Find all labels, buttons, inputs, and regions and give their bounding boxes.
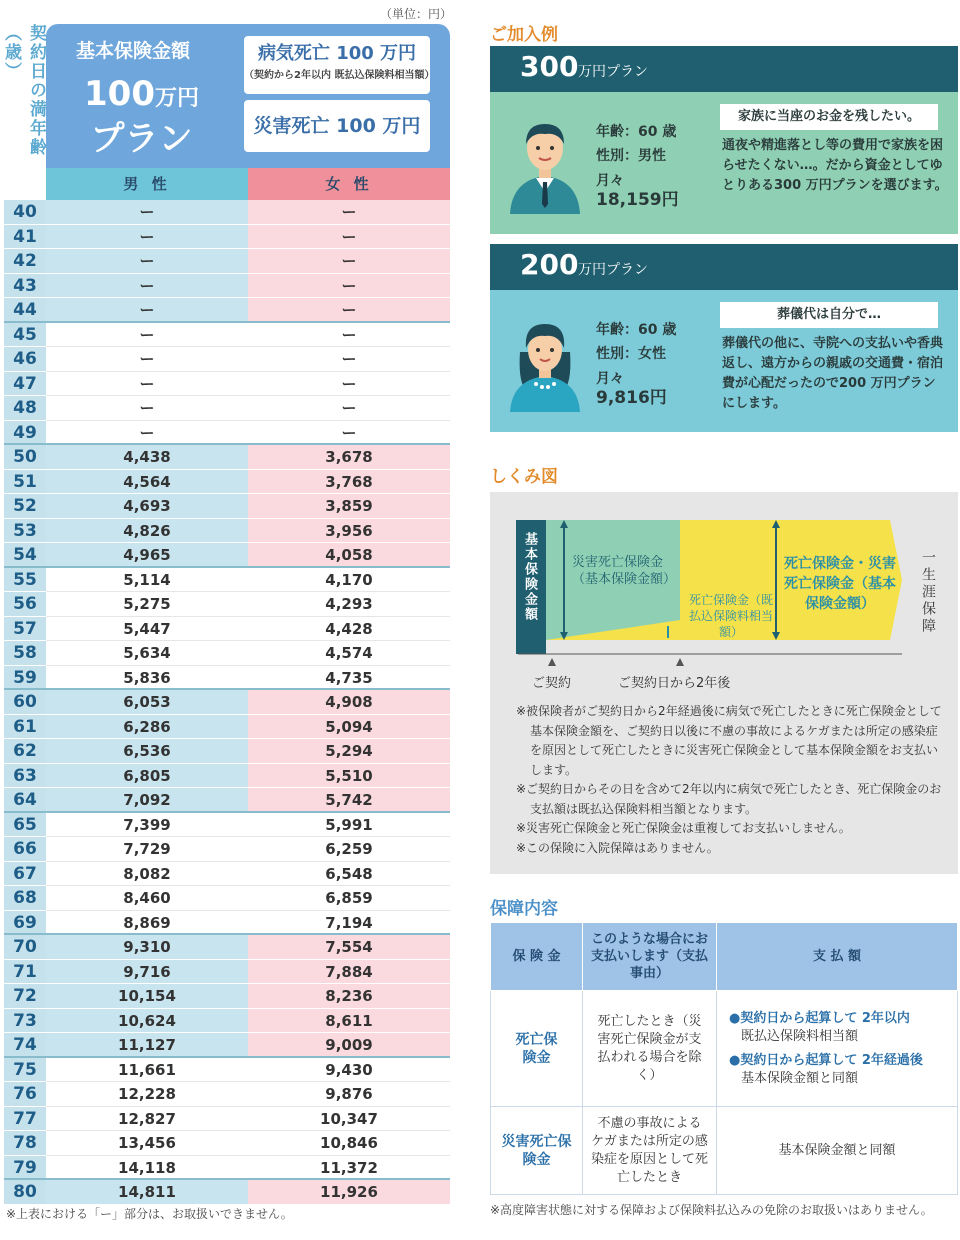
- age-cell: 73: [4, 1009, 46, 1034]
- table-row: [4, 911, 450, 936]
- female-premium-cell: 7,884: [248, 960, 450, 985]
- age-cell: 77: [4, 1107, 46, 1132]
- table-row: [4, 984, 450, 1009]
- male-premium-cell: 5,836: [46, 666, 248, 691]
- female-premium-cell: 10,347: [248, 1107, 450, 1132]
- female-premium-cell: 6,259: [248, 837, 450, 862]
- age-cell: 68: [4, 886, 46, 911]
- female-premium-cell: 11,926: [248, 1180, 450, 1205]
- scheme-title: しくみ図: [490, 467, 558, 487]
- table-row: [4, 1156, 450, 1181]
- table-row: [4, 1009, 450, 1034]
- female-premium-cell: 4,058: [248, 543, 450, 568]
- male-premium-cell: 4,693: [46, 494, 248, 519]
- age-cell: 49: [4, 421, 46, 446]
- death-small-label: 死亡保険金（既払込保険料相当額）: [688, 593, 773, 639]
- age-cell: 70: [4, 935, 46, 960]
- age-cell: 75: [4, 1058, 46, 1083]
- female-premium-cell: ー: [248, 372, 450, 397]
- coverage-footnote: ※高度障害状態に対する保障および保険料払込みの免除のお取扱いはありません。: [490, 1203, 933, 1217]
- example-300-text: 通夜や精進落とし等の費用で家族を困らせたくない…。だから資金としてゆとりある300 万円プランを選びます。: [722, 138, 948, 193]
- scheme-note: ※災害死亡保険金と死亡保険金は重複してお支払いしません。: [516, 821, 851, 835]
- age-cell: 41: [4, 225, 46, 250]
- male-premium-cell: 14,118: [46, 1156, 248, 1181]
- female-premium-cell: 8,236: [248, 984, 450, 1009]
- example-300-headline: 家族に当座のお金を残したい。: [720, 104, 938, 130]
- male-premium-cell: ー: [46, 323, 248, 348]
- female-premium-cell: 5,742: [248, 788, 450, 813]
- male-premium-cell: 4,826: [46, 519, 248, 544]
- female-premium-cell: ー: [248, 298, 450, 323]
- age-cell: 51: [4, 470, 46, 495]
- female-premium-cell: ー: [248, 274, 450, 299]
- table-row: [4, 666, 450, 691]
- example-200-header: 200 万円プラン: [490, 244, 958, 290]
- table-row: [4, 1058, 450, 1083]
- example-200-headline: 葬儀代は自分で…: [720, 302, 938, 328]
- male-premium-cell: 5,634: [46, 641, 248, 666]
- table-row: [4, 1107, 450, 1132]
- age-cell: 67: [4, 862, 46, 887]
- male-premium-cell: 6,805: [46, 764, 248, 789]
- female-premium-cell: 9,430: [248, 1058, 450, 1083]
- age-cell: 80: [4, 1180, 46, 1205]
- table-row: [4, 249, 450, 274]
- age-cell: 48: [4, 396, 46, 421]
- table-row: [4, 421, 450, 446]
- age-cell: 57: [4, 617, 46, 642]
- accident-death-box: 災害死亡 100 万円: [244, 100, 430, 152]
- male-premium-cell: 7,092: [46, 788, 248, 813]
- scheme-notes: [516, 702, 946, 858]
- age-cell: 40: [4, 200, 46, 225]
- table-row: [4, 298, 450, 323]
- illness-death-box: 病気死亡 100 万円 （契約から2年以内 既払込保険料相当額）: [244, 36, 430, 94]
- table-row: [4, 641, 450, 666]
- female-premium-cell: ー: [248, 347, 450, 372]
- male-premium-cell: 7,729: [46, 837, 248, 862]
- table-row: [4, 494, 450, 519]
- female-premium-cell: 11,372: [248, 1156, 450, 1181]
- male-header: 男 性: [46, 168, 248, 200]
- male-premium-cell: 4,965: [46, 543, 248, 568]
- female-premium-cell: 9,876: [248, 1082, 450, 1107]
- female-premium-cell: 3,956: [248, 519, 450, 544]
- male-premium-cell: 8,082: [46, 862, 248, 887]
- col-benefit: 保 険 金: [491, 923, 583, 991]
- male-premium-cell: ー: [46, 274, 248, 299]
- age-cell: 69: [4, 911, 46, 936]
- age-cell: 47: [4, 372, 46, 397]
- female-premium-cell: ー: [248, 249, 450, 274]
- examples-title: ご加入例: [490, 25, 558, 45]
- male-premium-cell: 11,127: [46, 1033, 248, 1058]
- death-big-label: 死亡保険金・災害死亡保険金（基本保険金額）: [784, 556, 896, 612]
- table-row: [4, 715, 450, 740]
- table-row: [4, 617, 450, 642]
- age-cell: 52: [4, 494, 46, 519]
- female-premium-cell: 3,859: [248, 494, 450, 519]
- female-premium-cell: 4,428: [248, 617, 450, 642]
- table-row: [4, 372, 450, 397]
- age-cell: 59: [4, 666, 46, 691]
- scheme-note: ※この保険に入院保障はありません。: [516, 840, 719, 855]
- table-row: [4, 935, 450, 960]
- example-200-body: [490, 290, 958, 432]
- example-300-header: 300 万円プラン: [490, 46, 958, 92]
- female-premium-cell: 7,194: [248, 911, 450, 936]
- female-premium-cell: ー: [248, 225, 450, 250]
- female-premium-cell: 10,846: [248, 1131, 450, 1156]
- female-header: 女 性: [248, 168, 450, 200]
- side-label: 基本保険金額: [522, 532, 537, 622]
- age-cell: 65: [4, 813, 46, 838]
- age-cell: 79: [4, 1156, 46, 1181]
- male-premium-cell: 9,716: [46, 960, 248, 985]
- premium-table: [4, 200, 450, 1205]
- table-row: [4, 274, 450, 299]
- table-row: [4, 813, 450, 838]
- male-premium-cell: 4,564: [46, 470, 248, 495]
- male-premium-cell: ー: [46, 298, 248, 323]
- age-cell: 74: [4, 1033, 46, 1058]
- table-row: [4, 690, 450, 715]
- age-cell: 58: [4, 641, 46, 666]
- age-cell: 71: [4, 960, 46, 985]
- male-premium-cell: 6,053: [46, 690, 248, 715]
- row-death-pay: ●契約日から起算して 2年以内 既払込保険料相当額 ●契約日から起算して 2年経過後 基本保険金額と同額: [717, 991, 958, 1107]
- female-premium-cell: 5,510: [248, 764, 450, 789]
- age-cell: 78: [4, 1131, 46, 1156]
- table-row: [4, 347, 450, 372]
- female-premium-cell: 5,294: [248, 739, 450, 764]
- table-row: [4, 886, 450, 911]
- table-row: [4, 739, 450, 764]
- table-footnote: ※上表における「ー」部分は、お取扱いできません。: [6, 1207, 293, 1221]
- male-premium-cell: 5,114: [46, 568, 248, 593]
- accident-label: 災害死亡保険金（基本保険金額）: [572, 555, 677, 587]
- female-premium-cell: 9,009: [248, 1033, 450, 1058]
- age-cell: 66: [4, 837, 46, 862]
- example-200-info: 年齢：60 歳 性別：女性 月々 9,816円: [596, 322, 677, 408]
- age-cell: 50: [4, 445, 46, 470]
- age-cell: 60: [4, 690, 46, 715]
- male-premium-cell: ー: [46, 200, 248, 225]
- male-premium-cell: 5,275: [46, 592, 248, 617]
- male-premium-cell: ー: [46, 347, 248, 372]
- female-premium-cell: ー: [248, 200, 450, 225]
- age-cell: 76: [4, 1082, 46, 1107]
- row-accident-cond: 不慮の事故によるケガまたは所定の感染症を原因として死亡したとき: [583, 1107, 717, 1195]
- male-premium-cell: 5,447: [46, 617, 248, 642]
- age-cell: 46: [4, 347, 46, 372]
- male-premium-cell: 12,827: [46, 1107, 248, 1132]
- example-200-text: 葬儀代の他に、寺院への支払いや香典返し、遠方からの親戚の交通費・宿泊費が心配だったので200 万円プランにします。: [722, 336, 944, 411]
- table-row: [4, 862, 450, 887]
- male-premium-cell: 8,460: [46, 886, 248, 911]
- female-premium-cell: 4,908: [248, 690, 450, 715]
- lifetime-label: 一生涯保障: [920, 550, 936, 635]
- scheme-diagram: [490, 492, 958, 874]
- row-death-name: 死亡保険金: [491, 991, 583, 1107]
- female-premium-cell: ー: [248, 323, 450, 348]
- female-premium-cell: 4,735: [248, 666, 450, 691]
- male-premium-cell: 4,438: [46, 445, 248, 470]
- female-premium-cell: 6,548: [248, 862, 450, 887]
- woman-icon: [506, 312, 584, 412]
- age-cell: 62: [4, 739, 46, 764]
- female-premium-cell: ー: [248, 396, 450, 421]
- table-row: [4, 592, 450, 617]
- table-row: [4, 1180, 450, 1205]
- table-row: [4, 1033, 450, 1058]
- table-row: [4, 764, 450, 789]
- male-premium-cell: 13,456: [46, 1131, 248, 1156]
- female-premium-cell: 5,094: [248, 715, 450, 740]
- female-premium-cell: 3,768: [248, 470, 450, 495]
- male-premium-cell: ー: [46, 249, 248, 274]
- age-cell: 45: [4, 323, 46, 348]
- two-years-label: ご契約日から2年後: [618, 676, 731, 691]
- age-cell: 55: [4, 568, 46, 593]
- male-premium-cell: 10,624: [46, 1009, 248, 1034]
- female-premium-cell: 4,293: [248, 592, 450, 617]
- table-row: [4, 470, 450, 495]
- start-label: ご契約: [532, 676, 572, 691]
- male-premium-cell: 10,154: [46, 984, 248, 1009]
- female-premium-cell: 8,611: [248, 1009, 450, 1034]
- female-premium-cell: ー: [248, 421, 450, 446]
- age-cell: 64: [4, 788, 46, 813]
- male-premium-cell: 7,399: [46, 813, 248, 838]
- example-300-body: [490, 92, 958, 234]
- female-premium-cell: 4,170: [248, 568, 450, 593]
- male-premium-cell: 12,228: [46, 1082, 248, 1107]
- example-300-info: 年齢：60 歳 性別：男性 月々 18,159円: [596, 124, 679, 210]
- male-premium-cell: ー: [46, 225, 248, 250]
- female-premium-cell: 4,574: [248, 641, 450, 666]
- row-death-cond: 死亡したとき（災害死亡保険金が支払われる場合を除く）: [583, 991, 717, 1107]
- row-accident-name: 災害死亡保険金: [491, 1107, 583, 1195]
- table-row: [4, 396, 450, 421]
- table-row: [4, 445, 450, 470]
- age-cell: 72: [4, 984, 46, 1009]
- table-row: [4, 543, 450, 568]
- scheme-note: ※被保険者がご契約日から2年経過後に病気で死亡したときに死亡保険金として基本保険金額を、ご契約日以後に不慮の事故によるケガまたは所定の感染症を原因として死亡したときに災害死亡保険金として基本保険金額をお支払いします。: [516, 704, 942, 777]
- table-row: [4, 568, 450, 593]
- female-premium-cell: 7,554: [248, 935, 450, 960]
- unit-label: （単位：円）: [380, 7, 453, 21]
- age-cell: 63: [4, 764, 46, 789]
- age-column-header: 契約日の満年齢（歳）: [1, 24, 46, 157]
- female-premium-cell: 5,991: [248, 813, 450, 838]
- row-accident-pay: 基本保険金額と同額: [717, 1107, 958, 1195]
- male-premium-cell: 6,536: [46, 739, 248, 764]
- table-row: [4, 788, 450, 813]
- plan-header: [46, 24, 450, 168]
- table-row: [4, 519, 450, 544]
- female-premium-cell: 6,859: [248, 886, 450, 911]
- male-premium-cell: 8,869: [46, 911, 248, 936]
- male-premium-cell: 6,286: [46, 715, 248, 740]
- age-cell: 56: [4, 592, 46, 617]
- male-premium-cell: 9,310: [46, 935, 248, 960]
- female-premium-cell: 3,678: [248, 445, 450, 470]
- male-premium-cell: 11,661: [46, 1058, 248, 1083]
- age-cell: 44: [4, 298, 46, 323]
- col-amount: 支 払 額: [717, 923, 958, 991]
- coverage-table: [490, 922, 958, 1195]
- age-cell: 54: [4, 543, 46, 568]
- male-premium-cell: 14,811: [46, 1180, 248, 1205]
- age-cell: 61: [4, 715, 46, 740]
- plan-amount: 100万円 プラン: [84, 74, 199, 159]
- age-cell: 43: [4, 274, 46, 299]
- table-row: [4, 1082, 450, 1107]
- table-row: [4, 1131, 450, 1156]
- male-premium-cell: ー: [46, 421, 248, 446]
- male-premium-cell: ー: [46, 396, 248, 421]
- age-cell: 42: [4, 249, 46, 274]
- male-premium-cell: ー: [46, 372, 248, 397]
- coverage-title: 保障内容: [490, 899, 558, 919]
- table-row: [4, 200, 450, 225]
- table-row: [4, 225, 450, 250]
- age-cell: 53: [4, 519, 46, 544]
- table-row: [4, 323, 450, 348]
- table-row: [4, 837, 450, 862]
- scheme-note: ※ご契約日からその日を含めて2年以内に病気で死亡したとき、死亡保険金のお支払額は既払込保険料相当額となります。: [516, 782, 942, 816]
- col-condition: このような場合にお支払いします（支払事由）: [583, 923, 717, 991]
- man-icon: [506, 114, 584, 214]
- table-row: [4, 960, 450, 985]
- plan-title: 基本保険金額: [76, 40, 191, 62]
